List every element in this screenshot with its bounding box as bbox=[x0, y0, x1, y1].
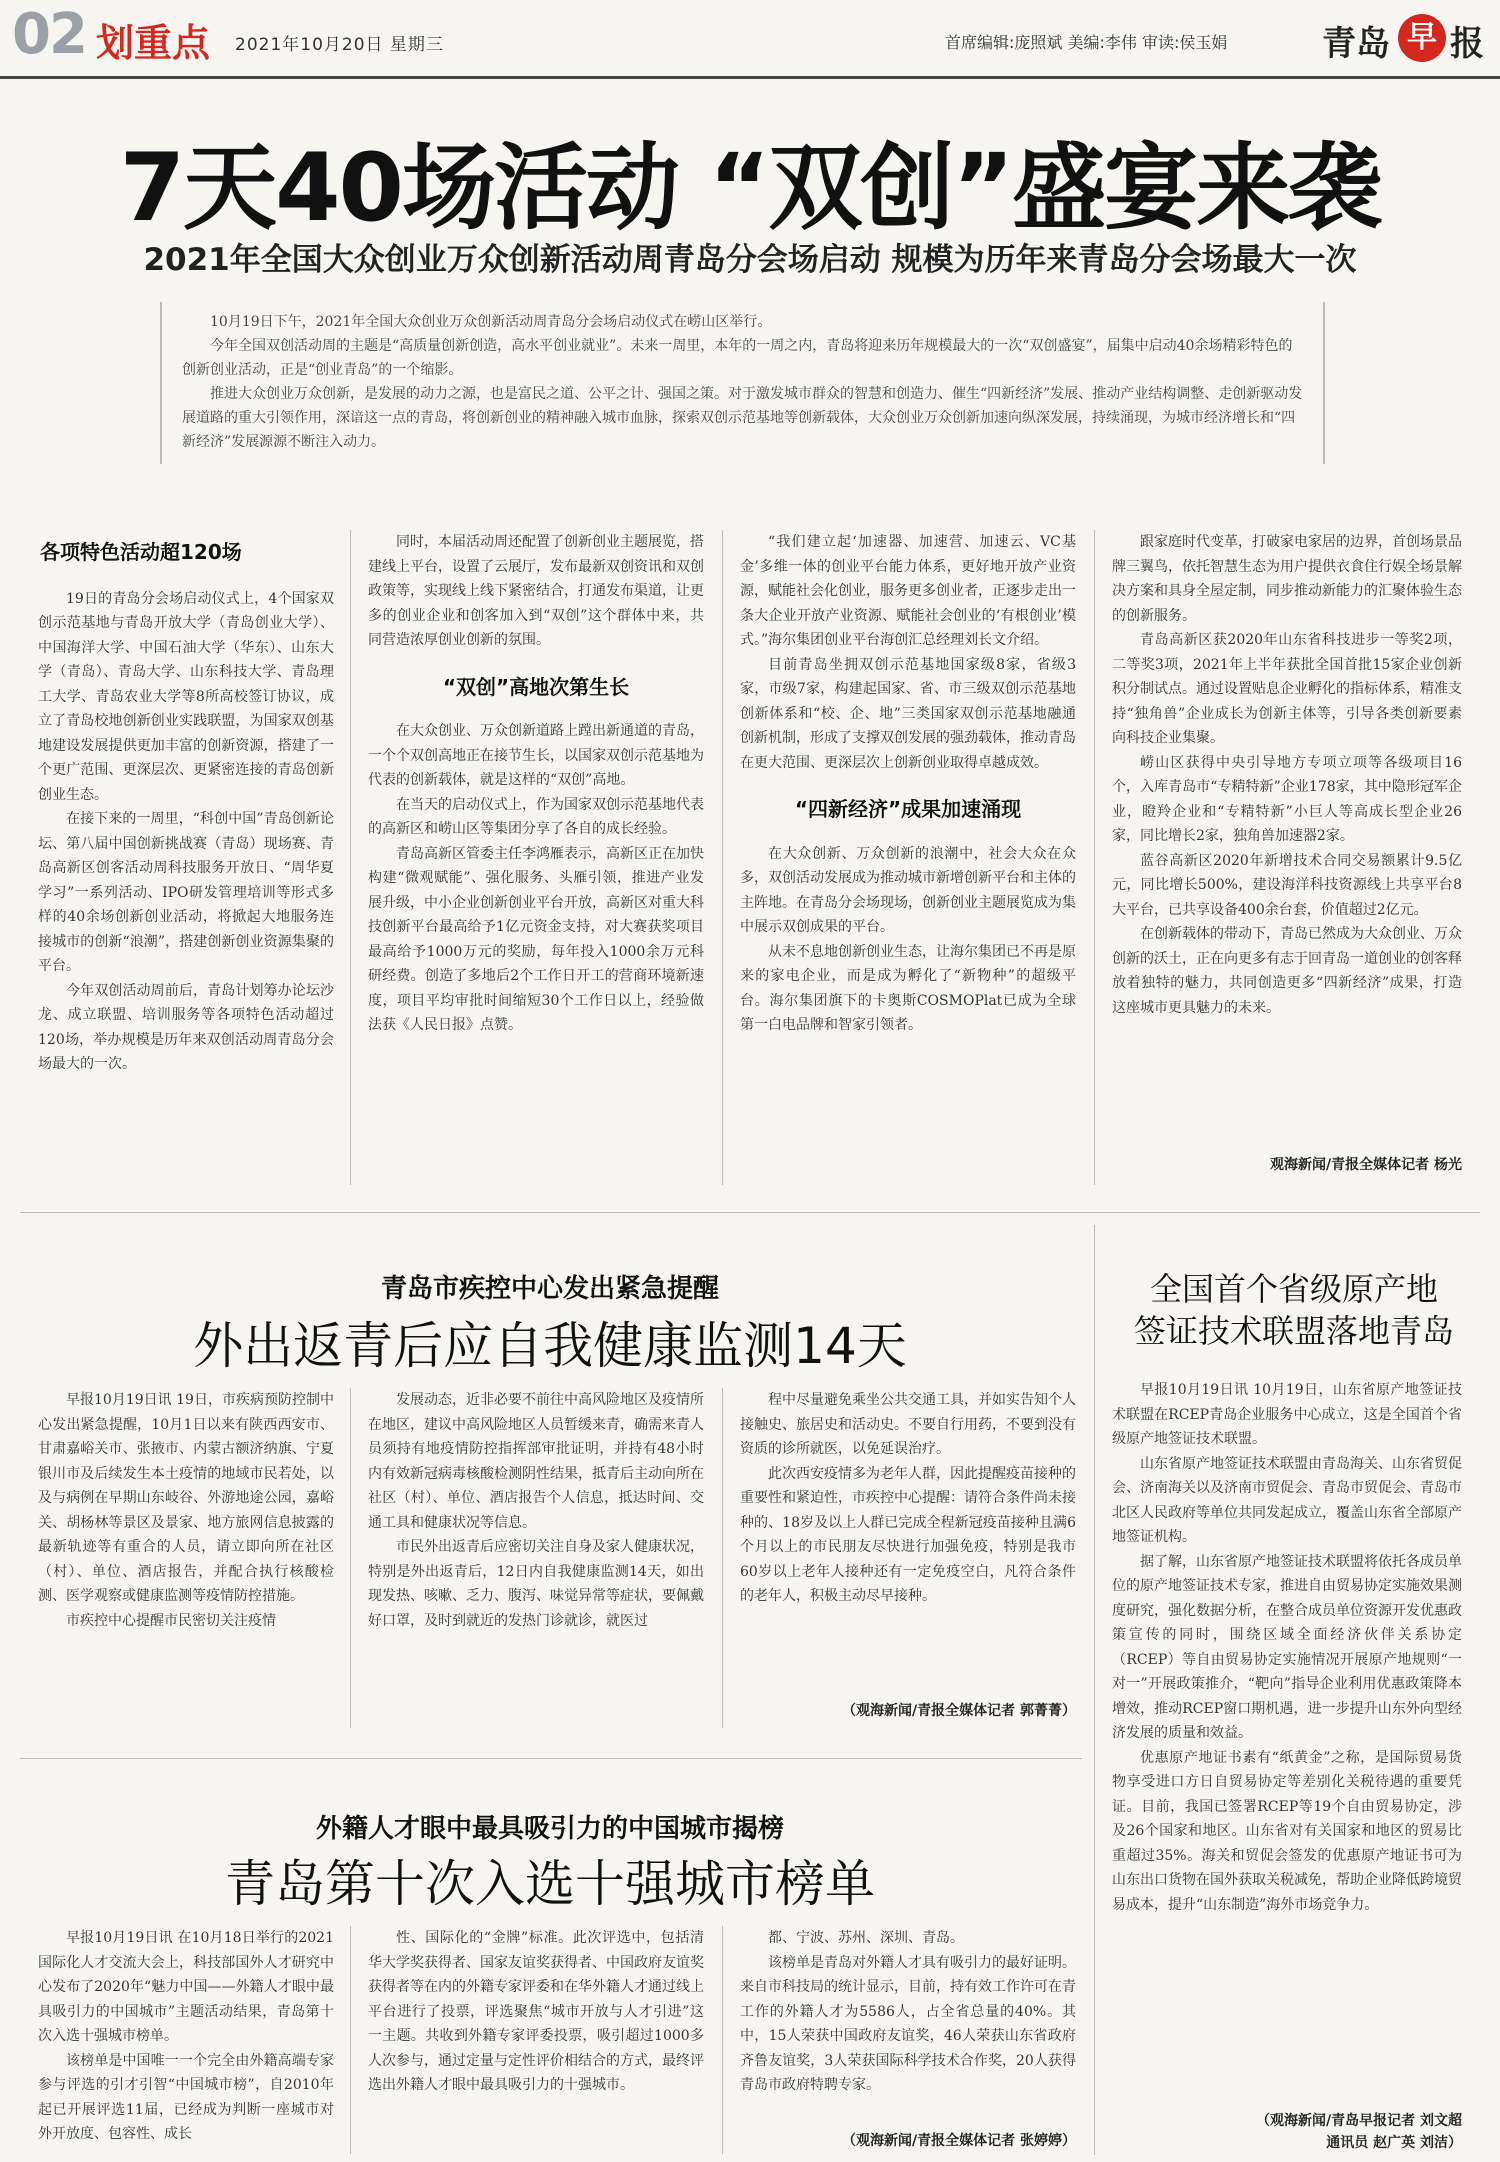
lead-byline: 观海新闻/青报全媒体记者 杨光 bbox=[1270, 1157, 1462, 1173]
lead-intro bbox=[160, 302, 1325, 464]
lead-column-1 bbox=[38, 540, 334, 1180]
column-divider bbox=[350, 1926, 351, 2154]
intro-paragraph: 今年全国双创活动周的主题是“高质量创新创造，高水平创业就业”。未来一周里，本年的一周之内，青岛将迎来历年规模最大的一次“双创盛宴”，届集中启动40余场精彩特色的创新创业活动，正是“创业青岛”的一个缩影。 bbox=[182, 338, 1293, 378]
intro-paragraph: 推进大众创业万众创新，是发展的动力之源，也是富民之道、公平之计、强国之策。对于激发城市群众的智慧和创造力、催生“四新经济”发展、推动产业结构调整、走创新驱动发展道路的重大引领作用，深谙这一点的青岛，将创新创业的精神融入城市血脉，探索双创示范基地等创新载体，大众创业万众创新加速向纵深发展，持续涌现，为城市经济增长和“四新经济”发展源源不断注入动力。 bbox=[182, 386, 1303, 450]
logo-mark: 早 bbox=[1398, 14, 1446, 62]
body-paragraph: 在大众创新、万众创新的浪潮中，社会大众在众多，双创活动发展成为推动城市新增创新平台和主体的主阵地。在青岛分会场现场，创新创业主题展览成为集中展示双创成果的平台。 bbox=[740, 845, 1076, 935]
editor-credits: 首席编辑:庞照斌 美编:李伟 审读:侯玉娟 bbox=[945, 33, 1228, 52]
body-paragraph: 青岛高新区获2020年山东省科技进步一等奖2项，二等奖3项，2021年上半年获批全国首批15家企业创新积分制试点。通过设置贴息企业孵化的指标体系，精准支持“独角兽”企业成长为创新主体等，引导各类创新要素向科技企业集聚。 bbox=[1112, 632, 1462, 746]
body-paragraph: 19日的青岛分会场启动仪式上，4个国家双创示范基地与青岛开放大学（青岛创业大学）、中国海洋大学、中国石油大学（华东）、山东大学（青岛）、青岛大学、山东科技大学、青岛理工大学、青岛农业大学等8所高校签订协议，成立了青岛校地创新创业实践联盟，为国家双创基地建设发展提供更加丰富的创新资源，搭建了一个更广范围、更深层次、更紧密连接的青岛创新创业生态。 bbox=[38, 590, 334, 803]
story2-column-3 bbox=[740, 1388, 1076, 1688]
page-number: 02 bbox=[12, 2, 86, 67]
body-paragraph: 在当天的启动仪式上，作为国家双创示范基地代表的高新区和崂山区等集团分享了各自的成长经验。 bbox=[368, 796, 704, 837]
body-paragraph: 市疾控中心提醒市民密切关注疫情 bbox=[66, 1612, 276, 1629]
lead-column-4 bbox=[1112, 530, 1462, 1148]
body-paragraph: 此次西安疫情多为老年人群，因此提醒疫苗接种的重要性和紧迫性，市疾控中心提醒：请符合条件尚未接种的、18岁及以上人群已完成全程新冠疫苗接种且满6个月以上的市民朋友尽快进行加强免疫，特别是我市60岁以上老年人接种还有一定免疫空白，凡符合条件的老年人，积极主动尽早接种。 bbox=[740, 1465, 1076, 1604]
story3-column-3 bbox=[740, 1926, 1076, 2122]
body-paragraph: 同时，本届活动周还配置了创新创业主题展览，搭建线上平台，设置了云展厅，发布最新双创资讯和双创政策等，实现线上线下紧密结合，打通发布渠道，让更多的创业企业和创客加入到“双创”这个群体中来，共同营造浓厚创业创新的氛围。 bbox=[368, 534, 704, 648]
body-paragraph: 早报10月19日讯 19日，市疾病预防控制中心发出紧急提醒，10月1日以来有陕西西安市、甘肃嘉峪关市、张掖市、内蒙古额济纳旗、宁夏银川市及后续发生本土疫情的地域市民若处，以及与病例在早期山东岐谷、外游地途公园，嘉峪关、胡杨林等景区及景家、地方旅网信息披露的最新轨迹等有重合的人员，请立即向所在社区（村）、单位、酒店报告，并配合执行核酸检测、医学观察或健康监测等疫情防控措施。 bbox=[38, 1392, 334, 1604]
lead-headline: 7天40场活动 “双创”盛宴来袭 bbox=[119, 134, 1381, 243]
body-paragraph: 在大众创业、万众创新道路上蹚出新通道的青岛，一个个双创高地正在接节生长，以国家双创示范基地为代表的创新载体，就是这样的“双创”高地。 bbox=[368, 723, 704, 788]
story-divider bbox=[20, 1212, 1480, 1213]
story4-column bbox=[1112, 1378, 1462, 2106]
story3-headline: 青岛第十次入选十强城市榜单 bbox=[225, 1855, 875, 1913]
section-heading: “四新经济”成果加速涌现 bbox=[794, 797, 1022, 821]
column-divider bbox=[722, 1388, 723, 1728]
lead-subheadline: 2021年全国大众创业万众创新活动周青岛分会场启动 规模为历年来青岛分会场最大一次 bbox=[143, 242, 1357, 278]
story-divider bbox=[20, 1758, 1082, 1759]
body-paragraph: 今年双创活动周前后，青岛计划筹办论坛沙龙、成立联盟、培训服务等各项特色活动超过120场，举办规模是历年来双创活动周青岛分会场最大的一次。 bbox=[38, 982, 334, 1072]
story3-kicker: 外籍人才眼中最具吸引力的中国城市揭榜 bbox=[315, 1814, 784, 1844]
body-paragraph: 性、国际化的“金牌”标准。此次评选中，包括清华大学奖获得者、国家友谊奖获得者、中国政府友谊奖获得者等在内的外籍专家评委和在华外籍人才通过线上平台进行了投票，评选聚焦“城市开放与人才引进”这一主题。共收到外籍专家评委投票，吸引超过1000多人次参与，通过定量与定性评价相结合的方式，最终评选出外籍人才眼中最具吸引力的十强城市。 bbox=[368, 1930, 704, 2093]
section-title: 划重点 bbox=[96, 21, 211, 65]
newspaper-logo bbox=[1322, 12, 1498, 64]
section-heading: “双创”高地次第生长 bbox=[442, 674, 630, 699]
body-paragraph: 崂山区获得中央引导地方专项立项等各级项目16个，入库青岛市“专精特新”企业178家，其中隐形冠军企业，瞪羚企业和“专精特新”小巨人等高成长型企业26家，同比增长2家，独角兽加速器2家。 bbox=[1112, 754, 1462, 844]
body-paragraph: 在接下来的一周里，“科创中国”青岛创新论坛、第八届中国创新挑战赛（青岛）现场赛、青岛高新区创客活动周科技服务开放日、“周华夏学习”一系列活动、IPO研发管理培训等形式多样的40余场创新创业活动，将掀起大地服务连接城市的创新“浪潮”，搭建创新创业资源集聚的平台。 bbox=[38, 811, 334, 974]
header-rule bbox=[0, 76, 1500, 79]
body-paragraph: 该榜单是青岛对外籍人才具有吸引力的最好证明。来自市科技局的统计显示，目前，持有效工作许可在青工作的外籍人才为5586人，占全省总量的40%。其中，15人荣获中国政府友谊奖，46人荣获山东省政府齐鲁友谊奖，3人荣获国际科学技术合作奖，20人获得青岛市政府特聘专家。 bbox=[740, 1954, 1076, 2093]
body-paragraph: 该榜单是中国唯一一个完全由外籍高端专家参与评选的引才引智“中国城市榜”，自2010年起已开展评选11届，已经成为判断一座城市对外开放度、包容性、成长 bbox=[38, 2052, 334, 2142]
body-paragraph: 早报10月19日讯 在10月18日举行的2021国际化人才交流大会上，科技部国外人才研究中心发布了2020年“魅力中国——外籍人才眼中最具吸引力的中国城市”主题活动结果，青岛第十次入选十强城市榜单。 bbox=[38, 1930, 334, 2044]
body-paragraph: 在创新载体的带动下，青岛已然成为大众创业、万众创新的沃土，正在向更多有志于回青岛一道创业的创客释放着独特的魅力，共同创造更多“四新经济”成果，打造这座城市更具魅力的未来。 bbox=[1112, 926, 1462, 1016]
story3-column-1 bbox=[38, 1926, 334, 2154]
body-paragraph: 程中尽量避免乘坐公共交通工具，并如实告知个人接触史、旅居史和活动史。不要自行用药，不要到没有资质的诊所就医，以免延误治疗。 bbox=[740, 1392, 1076, 1457]
body-paragraph: 青岛高新区管委主任李鸿雁表示，高新区正在加快构建“微观赋能”、强化服务、头雁引领，推进产业发展升级，中小企业创新创业平台开放，高新区对重大科技创新平台最高给予1亿元资金支持，对大赛获奖项目最高给予1000万元的奖励，每年投入1000余万元科研经费。创造了多地后2个工作日开工的营商环境新速度，项目平均审批时间缩短30个工作日以上，经验做法获《人民日报》点赞。 bbox=[368, 845, 704, 1033]
story4-headline-line: 全国首个省级原产地 bbox=[1149, 1270, 1438, 1308]
body-paragraph: 市民外出返青后应密切关注自身及家人健康状况，特别是外出返青后，12日内自我健康监测14天，如出现发热、咳嗽、乏力、腹泻、味觉异常等症状，要佩戴好口罩，及时到就近的发热门诊就诊，就医过 bbox=[368, 1539, 704, 1629]
column-divider bbox=[350, 530, 351, 1185]
body-paragraph: 发展动态，近非必要不前往中高风险地区及疫情所在地区，建议中高风险地区人员暂缓来青，确需来青人员须持有地疫情防控指挥部审批证明，并持有48小时内有效新冠病毒核酸检测阴性结果，抵青后主动向所在社区（村）、单位、酒店报告个人信息，抵达时间、交通工具和健康状况等信息。 bbox=[368, 1392, 704, 1531]
intro-paragraph: 10月19日下午，2021年全国大众创业万众创新活动周青岛分会场启动仪式在崂山区举行。 bbox=[210, 314, 772, 330]
body-paragraph: 早报10月19日讯 10月19日，山东省原产地签证技术联盟在RCEP青岛企业服务中心成立，这是全国首个省级原产地签证技术联盟。 bbox=[1112, 1382, 1462, 1447]
story4-byline: 通讯员 赵广英 刘洁） bbox=[1326, 2135, 1462, 2151]
column-divider bbox=[350, 1388, 351, 1728]
body-paragraph: 目前青岛坐拥双创示范基地国家级8家，省级3家，市级7家，构建起国家、省、市三级双创示范基地创新体系和“校、企、地”三类国家双创示范基地融通创新机制，形成了支撑双创发展的强劲载体，推动青岛在更大范围、更深层次上创新创业取得卓越成效。 bbox=[740, 656, 1076, 771]
story4-byline: （观海新闻/青岛早报记者 刘文超 bbox=[1256, 2113, 1462, 2129]
lead-column-3 bbox=[740, 530, 1076, 1180]
body-paragraph: 山东省原产地签证技术联盟由青岛海关、山东省贸促会、济南海关以及济南市贸促会、青岛市贸促会、青岛市北区人民政府等单位共同发起成立，覆盖山东省全部原产地签证机构。 bbox=[1112, 1455, 1462, 1545]
story4-headline bbox=[1104, 1268, 1484, 1352]
body-paragraph: 跟家庭时代变革，打破家电家居的边界，首创场景品牌三翼鸟，依托智慧生态为用户提供衣食住行娱全场景解决方案和具身全屋定制，同步推动新能力的汇聚体验生态的创新服务。 bbox=[1112, 534, 1462, 624]
story3-column-2 bbox=[368, 1926, 704, 2154]
column-divider bbox=[722, 530, 723, 1185]
story3-byline: （观海新闻/青报全媒体记者 张婷婷） bbox=[842, 2133, 1076, 2149]
body-paragraph: “我们建立起‘加速器、加速营、加速云、VC基金’多维一体的创业平台能力体系，更好地开放产业资源，赋能社会化创业，服务更多创业者，正逐步走出一条大企业开放产业资源、赋能社会创业的‘有根创业’模式。”海尔集团创业平台海创汇总经理刘长文介绍。 bbox=[740, 534, 1076, 648]
column-divider bbox=[1094, 530, 1095, 1185]
story2-column-2 bbox=[368, 1388, 704, 1728]
logo-text-left: 青岛 bbox=[1322, 24, 1390, 64]
issue-date: 2021年10月20日 星期三 bbox=[235, 35, 444, 55]
body-paragraph: 优惠原产地证书素有“纸黄金”之称，是国际贸易货物享受进口方日自贸易协定等差别化关税待遇的重要凭证。目前，我国已签署RCEP等19个自由贸易协定，涉及26个国家和地区。山东省对有关国家和地区的贸易比重超过35%。海关和贸促会签发的优惠原产地证书可为山东出口货物在国外获取关税减免，帮助企业降低跨境贸易成本，提升“山东制造”海外市场竞争力。 bbox=[1112, 1749, 1462, 1913]
column-divider bbox=[1094, 1225, 1095, 2155]
story2-headline: 外出返青后应自我健康监测14天 bbox=[193, 1317, 907, 1375]
section-heading: 各项特色活动超120场 bbox=[40, 540, 242, 564]
lead-column-2 bbox=[368, 530, 704, 1180]
body-paragraph: 从未不息地创新创业生态，让海尔集团已不再是原来的家电企业，而是成为孵化了“新物种”的超级平台。海尔集团旗下的卡奥斯COSMOPlat已成为全球第一白电品牌和智家引领者。 bbox=[740, 943, 1076, 1033]
body-paragraph: 蓝谷高新区2020年新增技术合同交易额累计9.5亿元，同比增长500%，建设海洋科技资源线上共享平台8大平台，已共享设备400余台套，价值超过2亿元。 bbox=[1112, 852, 1462, 918]
logo-text-right: 报 bbox=[1450, 24, 1484, 64]
body-paragraph: 据了解，山东省原产地签证技术联盟将依托各成员单位的原产地签证技术专家，推进自由贸易协定实施效果测度研究，强化数据分析，在整合成员单位资源开发优惠政策宣传的同时，围绕区域全面经济伙伴关系协定（RCEP）等自由贸易协定实施情况开展原产地规则“一对一”开展政策推介，“靶向”指导企业利用优惠政策降本增效，推动RCEP窗口期机遇，进一步提升山东外向型经济发展的质量和效益。 bbox=[1112, 1553, 1462, 1741]
body-paragraph: 都、宁波、苏州、深圳、青岛。 bbox=[768, 1930, 964, 1946]
story2-column-1 bbox=[38, 1388, 334, 1728]
story2-kicker: 青岛市疾控中心发出紧急提醒 bbox=[380, 1274, 719, 1304]
story4-headline-line: 签证技术联盟落地青岛 bbox=[1133, 1312, 1454, 1350]
story2-byline: （观海新闻/青报全媒体记者 郭菁菁） bbox=[842, 1703, 1076, 1719]
column-divider bbox=[722, 1926, 723, 2154]
